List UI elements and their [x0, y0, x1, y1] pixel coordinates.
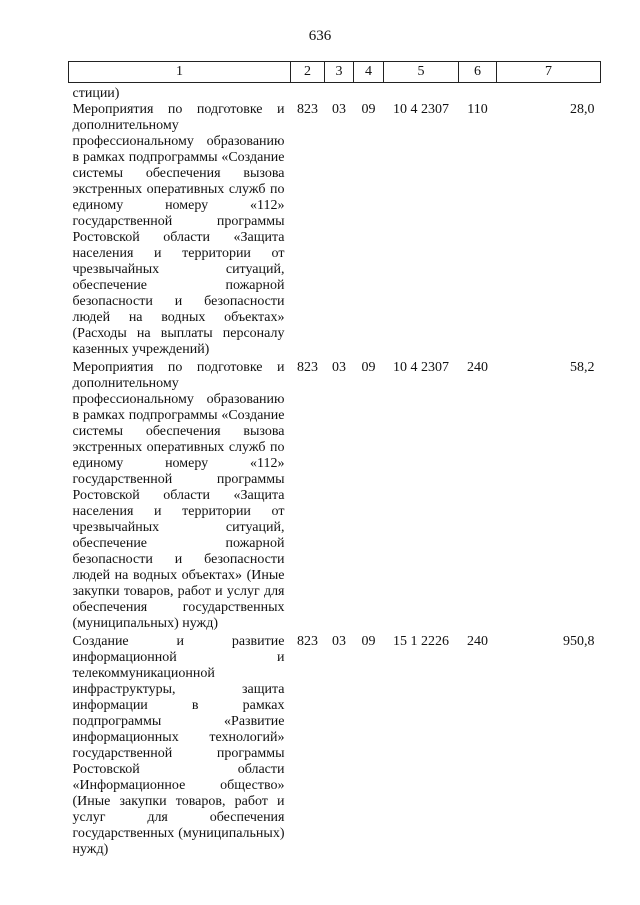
row-section-code: 03	[332, 634, 346, 649]
table-row	[69, 360, 601, 634]
row-subsection-code: 09	[361, 634, 376, 649]
table-header	[69, 62, 601, 83]
row-expense-type: 240	[467, 360, 488, 375]
column-header-1: 1	[69, 62, 291, 83]
row-expense-type: 110	[467, 102, 488, 117]
table-row	[69, 102, 601, 360]
page-number: 636	[308, 28, 332, 44]
column-header-3: 3	[325, 62, 354, 83]
column-header-6: 6	[459, 62, 497, 83]
row-subsection-code: 09	[361, 102, 376, 117]
column-header-2: 2	[291, 62, 325, 83]
row-expense-type: 240	[467, 634, 488, 649]
row-name: Мероприятия по подготовке и дополнительному профессиональному образованию в рамках подпрограммы «Создание системы обеспечения вызова экстренных оперативных служб по единому номеру «112» государственной программы Ростовской области «Защита населения и территории от чрезвычайных ситуаций, обеспечение пожарной безопасности и безопасности людей на водных объектах» (Иные закупки товаров, работ и услуг для обеспечения государственных (муниципальных) нужд)	[72, 360, 285, 631]
column-header-7: 7	[497, 62, 601, 83]
row-ministry-code: 823	[297, 102, 318, 117]
row-name: Мероприятия по подготовке и дополнительному профессиональному образованию в рамках подпрограммы «Создание системы обеспечения вызова экстренных оперативных служб по единому номеру «112» государственной программы Ростовской области «Защита населения и территории от чрезвычайных ситуаций, обеспечение пожарной безопасности и безопасности людей на водных объектах» (Расходы на выплаты персоналу казенных учреждений)	[72, 102, 285, 357]
continuation-text: стиции)	[72, 86, 120, 101]
row-section-code: 03	[332, 360, 346, 375]
table-row	[69, 634, 601, 860]
budget-table	[68, 61, 601, 860]
row-section-code: 03	[332, 102, 346, 117]
row-target-article: 15 1 2226	[393, 634, 449, 649]
column-header-5: 5	[384, 62, 459, 83]
column-header-4: 4	[354, 62, 384, 83]
row-amount: 950,8	[563, 634, 595, 649]
continuation-row	[69, 83, 601, 103]
row-name: Создание и развитие информационной и телекоммуникационной инфраструктуры, защита информации в рамках подпрограммы «Развитие информационных технологий» государственной программы Ростовской области «Информационное общество» (Иные закупки товаров, работ и услуг для обеспечения государственных (муниципальных) нужд)	[72, 634, 285, 857]
row-ministry-code: 823	[297, 634, 318, 649]
row-subsection-code: 09	[361, 360, 376, 375]
row-ministry-code: 823	[297, 360, 318, 375]
row-target-article: 10 4 2307	[393, 360, 449, 375]
row-amount: 58,2	[570, 360, 595, 375]
row-amount: 28,0	[570, 102, 595, 117]
row-target-article: 10 4 2307	[393, 102, 449, 117]
